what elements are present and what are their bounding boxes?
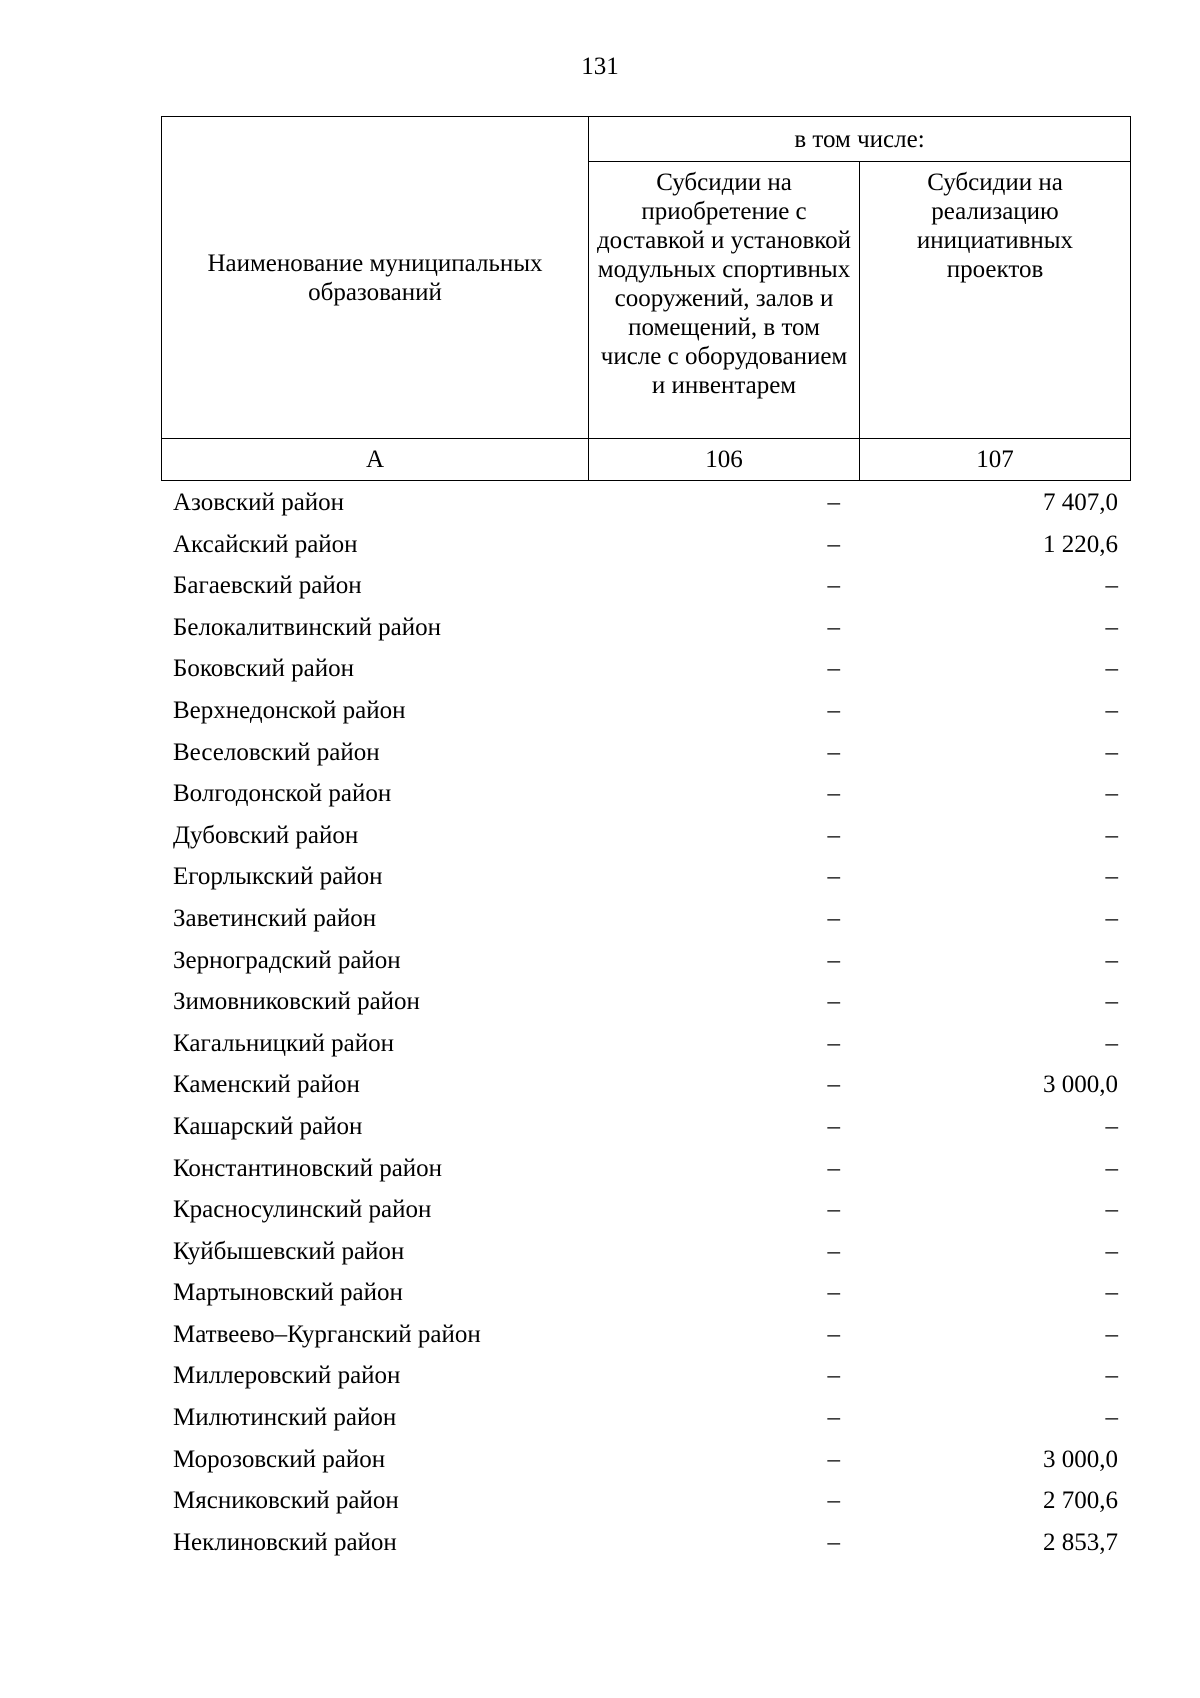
municipality-name: Неклиновский район [173,1528,397,1556]
municipality-name: Мартыновский район [173,1279,403,1307]
table-row [161,524,1130,566]
value-column-107: – [1105,613,1118,641]
value-column-106: – [827,904,840,932]
value-column-106: – [827,1320,840,1348]
table-row [161,1148,1130,1190]
municipality-name: Константиновский район [173,1154,443,1182]
header-including: в том числе: [589,117,1131,162]
municipality-name: Заветинский район [173,904,377,932]
value-column-106: – [827,1362,840,1390]
table-header [161,116,1131,481]
value-column-107: – [1105,738,1118,766]
header-column-106: Субсидии на приобретение с доставкой и установкой модульных спортивных сооружений, залов и помещений, в том числе с оборудованием и инвентарем [589,162,860,439]
table-row [161,1522,1130,1564]
value-column-107: 2 700,6 [1043,1487,1118,1515]
municipality-name: Боковский район [173,655,354,683]
table-row [161,1064,1130,1106]
value-column-107: – [1105,904,1118,932]
municipality-name: Матвеево–Курганский район [173,1320,481,1348]
value-column-107: – [1105,1320,1118,1348]
table-row [161,1480,1130,1522]
value-column-107: 3 000,0 [1043,1445,1118,1473]
municipality-name: Зимовниковский район [173,988,420,1016]
table-row [161,773,1130,815]
municipality-name: Красносулинский район [173,1196,432,1224]
page-number: 131 [581,53,619,80]
value-column-106: – [827,1237,840,1265]
value-column-106: – [827,1112,840,1140]
municipality-name: Кагальницкий район [173,1029,395,1057]
value-column-106: – [827,1279,840,1307]
municipality-name: Верхнедонской район [173,696,406,724]
value-column-106: – [827,780,840,808]
table-row [161,1397,1130,1439]
value-column-106: – [827,1528,840,1556]
value-column-106: – [827,821,840,849]
value-column-106: – [827,863,840,891]
value-column-107: – [1105,1154,1118,1182]
table-row [161,1231,1130,1273]
table-row [161,1272,1130,1314]
value-column-106: – [827,988,840,1016]
table-row [161,1439,1130,1481]
table-row [161,690,1130,732]
column-code-107: 107 [860,439,1131,481]
municipality-name: Егорлыкский район [173,863,383,891]
value-column-107: – [1105,696,1118,724]
value-column-106: – [827,1487,840,1515]
value-column-106: – [827,530,840,558]
value-column-107: 1 220,6 [1043,530,1118,558]
value-column-107: 3 000,0 [1043,1071,1118,1099]
municipality-name: Зерноградский район [173,946,401,974]
value-column-107: – [1105,1237,1118,1265]
table-row [161,732,1130,774]
municipality-name: Азовский район [173,489,345,516]
municipality-name: Волгодонской район [173,780,392,808]
value-column-106: – [827,1445,840,1473]
value-column-107: – [1105,1362,1118,1390]
value-column-107: – [1105,1279,1118,1307]
value-column-107: – [1105,1029,1118,1057]
value-column-106: – [827,1196,840,1224]
header-column-107: Субсидии на реализацию инициативных проектов [860,162,1131,439]
value-column-106: – [827,1154,840,1182]
municipality-name: Морозовский район [173,1445,386,1473]
table-row [161,898,1130,940]
column-code-name: А [162,439,589,481]
value-column-106: – [827,946,840,974]
municipality-name: Каменский район [173,1071,360,1099]
table-row [161,1189,1130,1231]
municipality-name: Белокалитвинский район [173,613,441,641]
value-column-107: 2 853,7 [1043,1528,1118,1556]
value-column-106: – [827,572,840,600]
table-row [161,981,1130,1023]
value-column-107: – [1105,655,1118,683]
table-row [161,648,1130,690]
value-column-106: – [827,655,840,683]
table-row [161,940,1130,982]
value-column-107: – [1105,821,1118,849]
table-row [161,565,1130,607]
value-column-106: – [827,1404,840,1432]
value-column-107: 7 407,0 [1043,489,1118,516]
municipality-name: Мясниковский район [173,1487,399,1515]
table-body [161,482,1130,1563]
municipality-name: Куйбышевский район [173,1237,405,1265]
table-row [161,1023,1130,1065]
value-column-106: – [827,1071,840,1099]
value-column-107: – [1105,572,1118,600]
value-column-106: – [827,696,840,724]
value-column-106: – [827,1029,840,1057]
municipality-name: Веселовский район [173,738,380,766]
table-row [161,815,1130,857]
table-row [161,1355,1130,1397]
municipality-name: Миллеровский район [173,1362,401,1390]
municipality-name: Кашарский район [173,1112,363,1140]
value-column-106: – [827,738,840,766]
table-row [161,1106,1130,1148]
municipality-name: Дубовский район [173,821,359,849]
column-code-106: 106 [589,439,860,481]
value-column-107: – [1105,863,1118,891]
municipality-name: Милютинский район [173,1404,397,1432]
value-column-107: – [1105,988,1118,1016]
table-row [161,856,1130,898]
value-column-107: – [1105,1196,1118,1224]
value-column-107: – [1105,1112,1118,1140]
value-column-106: – [827,489,840,516]
header-name-column: Наименование муниципальных образований [162,117,589,439]
value-column-107: – [1105,946,1118,974]
value-column-107: – [1105,780,1118,808]
table-row [161,482,1130,524]
value-column-107: – [1105,1404,1118,1432]
table-row [161,607,1130,649]
table-row [161,1314,1130,1356]
municipality-name: Аксайский район [173,530,358,558]
value-column-106: – [827,613,840,641]
municipality-name: Багаевский район [173,572,362,600]
